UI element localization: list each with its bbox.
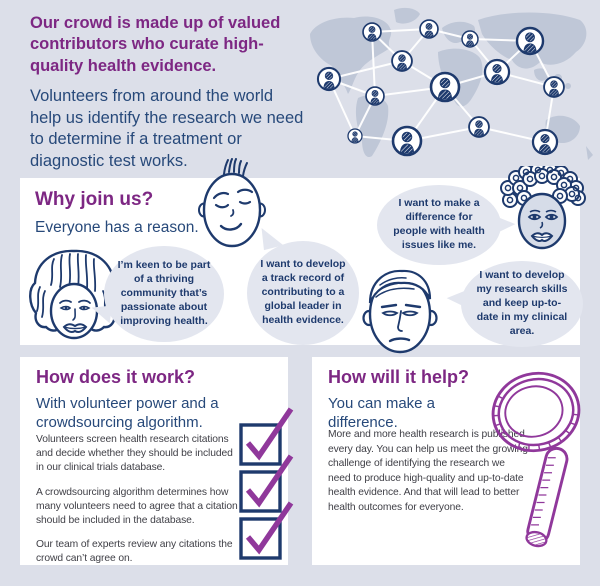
world-map-network-icon (302, 4, 596, 168)
magnifying-glass-icon (488, 356, 584, 564)
why-join-title: Why join us? (35, 189, 154, 210)
speech-bubble-text: I want to make a difference for people with health issues like me. (393, 197, 485, 251)
how-it-works-paragraph: Our team of experts review any citations the crowd can’t agree on. (36, 539, 233, 565)
speech-bubble-research-skills (461, 261, 583, 347)
how-it-works-paragraph: A crowdsourcing algorithm determines how many volunteers need to agree that a citation should be included in the database. (36, 486, 238, 527)
speech-bubble-track-record (247, 241, 359, 345)
speech-bubble-text: I want to develop a track record of contributing to a global leader in health evidence. (260, 258, 346, 326)
how-it-works-subtitle: With volunteer power and a crowdsourcing algorithm. (36, 395, 219, 432)
how-it-helps-paragraph: More and more health research is published every day. You can help us meet the growing challenge of identifying the research we need to produce high-quality and up-to-date health evidence. And that will lead to better health outcomes for everyone. (328, 429, 528, 514)
bald-man-face-icon (194, 158, 270, 255)
header (30, 13, 306, 172)
speech-bubble-text: I want to develop my research skills and keep up-to-date in my clinical area. (476, 269, 568, 337)
how-it-helps-title: How will it help? (328, 367, 469, 387)
how-it-works-card (20, 357, 288, 565)
checkbox-checked-icon (238, 497, 298, 561)
speech-bubble-community (104, 246, 224, 342)
how-it-works-body (36, 433, 241, 577)
subheadline: Volunteers from around the world help us identify the research we need to determine if a treatment or diagnostic test works. (30, 87, 304, 170)
why-join-subtitle: Everyone has a reason. (35, 219, 199, 236)
man-face-icon (352, 261, 448, 361)
how-it-works-title: How does it work? (36, 367, 196, 387)
curly-hair-woman-face-icon (496, 166, 588, 259)
how-it-works-paragraph: Volunteers screen health research citations and decide whether they should be included in our clinical trials database. (36, 434, 233, 474)
headline: Our crowd is made up of valued contributors who curate high-quality health evidence. (30, 14, 281, 75)
how-it-helps-subtitle: You can make a difference. (328, 395, 436, 432)
speech-bubble-difference (377, 185, 501, 265)
speech-bubble-text: I’m keen to be part of a thriving community that’s passionate about improving health. (117, 259, 211, 327)
